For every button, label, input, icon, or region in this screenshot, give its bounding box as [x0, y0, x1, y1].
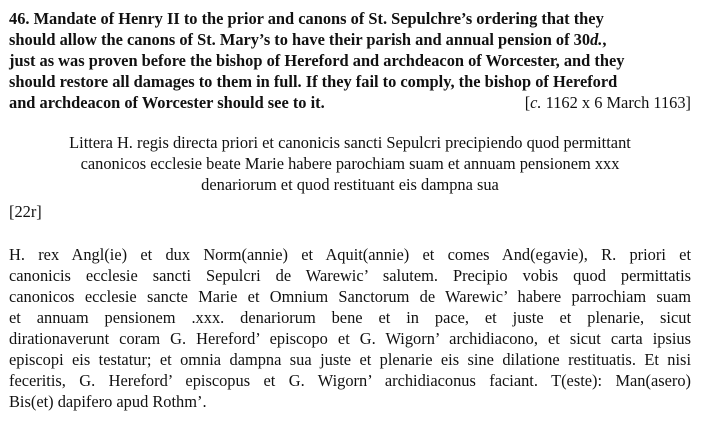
- heading-line-2: [9, 29, 691, 50]
- heading-line-5: [9, 92, 691, 113]
- text-line-3: canonicos ecclesie sancte Marie et Omnium Sanctorum de Warewic’ habere parrochiam suam: [9, 287, 691, 306]
- heading-line-5-prefix: and: [9, 93, 40, 112]
- rubric: [9, 132, 691, 195]
- date-open-bracket: [: [524, 93, 531, 112]
- charter-heading: [9, 8, 691, 113]
- text-line-6: episcopi eis testatur; et omnia dampna sua juste et plenarie eis sine dilatione restituatis. Et nisi: [9, 350, 691, 369]
- rubric-line-1: Littera H. regis directa priori et canonicis sancti Sepulcri precipiendo quod permittant: [69, 133, 631, 152]
- heading-line-3: just as was proven before the bishop of Hereford and archdeacon of Worcester, and they: [9, 51, 625, 70]
- date-range: 1162 x 6 March 1163]: [541, 93, 691, 112]
- text-line-7: feceritis, G. Hereford’ episcopus et G. Wigorn’ archidiaconus faciant. T(este): Man(asero): [9, 371, 691, 390]
- folio-reference: [22r]: [9, 202, 42, 221]
- heading-line-5-main: archdeacon of Worcester should see to it.: [39, 93, 325, 112]
- heading-line-1: 46. Mandate of Henry II to the prior and canons of St. Sepulchre’s ordering that they: [9, 9, 604, 28]
- rubric-line-2: canonicos ecclesie beate Marie habere parochiam suam et annuam pensionem xxx: [80, 154, 620, 173]
- text-line-2: canonicis ecclesie sancti Sepulcri de Warewic’ salutem. Precipio vobis quod permittatis: [9, 266, 691, 285]
- heading-line-2-tail: ,: [602, 30, 607, 49]
- heading-line-2-text: should allow the canons of St. Mary’s to have their parish and annual pension of 30: [9, 30, 591, 49]
- heading-line-5-text: [9, 92, 325, 113]
- text-line-5: dirationaverunt coram G. Hereford’ episcopo et G. Wigorn’ archidiacono, et sicut carta ipsius: [9, 329, 691, 348]
- heading-pence-abbrev: d.: [590, 30, 603, 49]
- text-line-4: et annuam pensionem .xxx. denariorum bene et in pace, et juste et plenarie, sicut: [9, 308, 691, 327]
- charter-text: [9, 244, 691, 412]
- text-line-1: H. rex Angl(ie) et dux Norm(annie) et Aquit(annie) et comes And(egavie), R. priori et: [9, 245, 691, 264]
- rubric-line-3: denariorum et quod restituant eis dampna sua: [201, 175, 499, 194]
- heading-line-4: should restore all damages to them in full. If they fail to comply, the bishop of Hereford: [9, 72, 618, 91]
- charter-date: [525, 92, 691, 113]
- date-circa: c.: [530, 93, 542, 112]
- text-line-8: Bis(et) dapifero apud Rothm’.: [9, 392, 207, 411]
